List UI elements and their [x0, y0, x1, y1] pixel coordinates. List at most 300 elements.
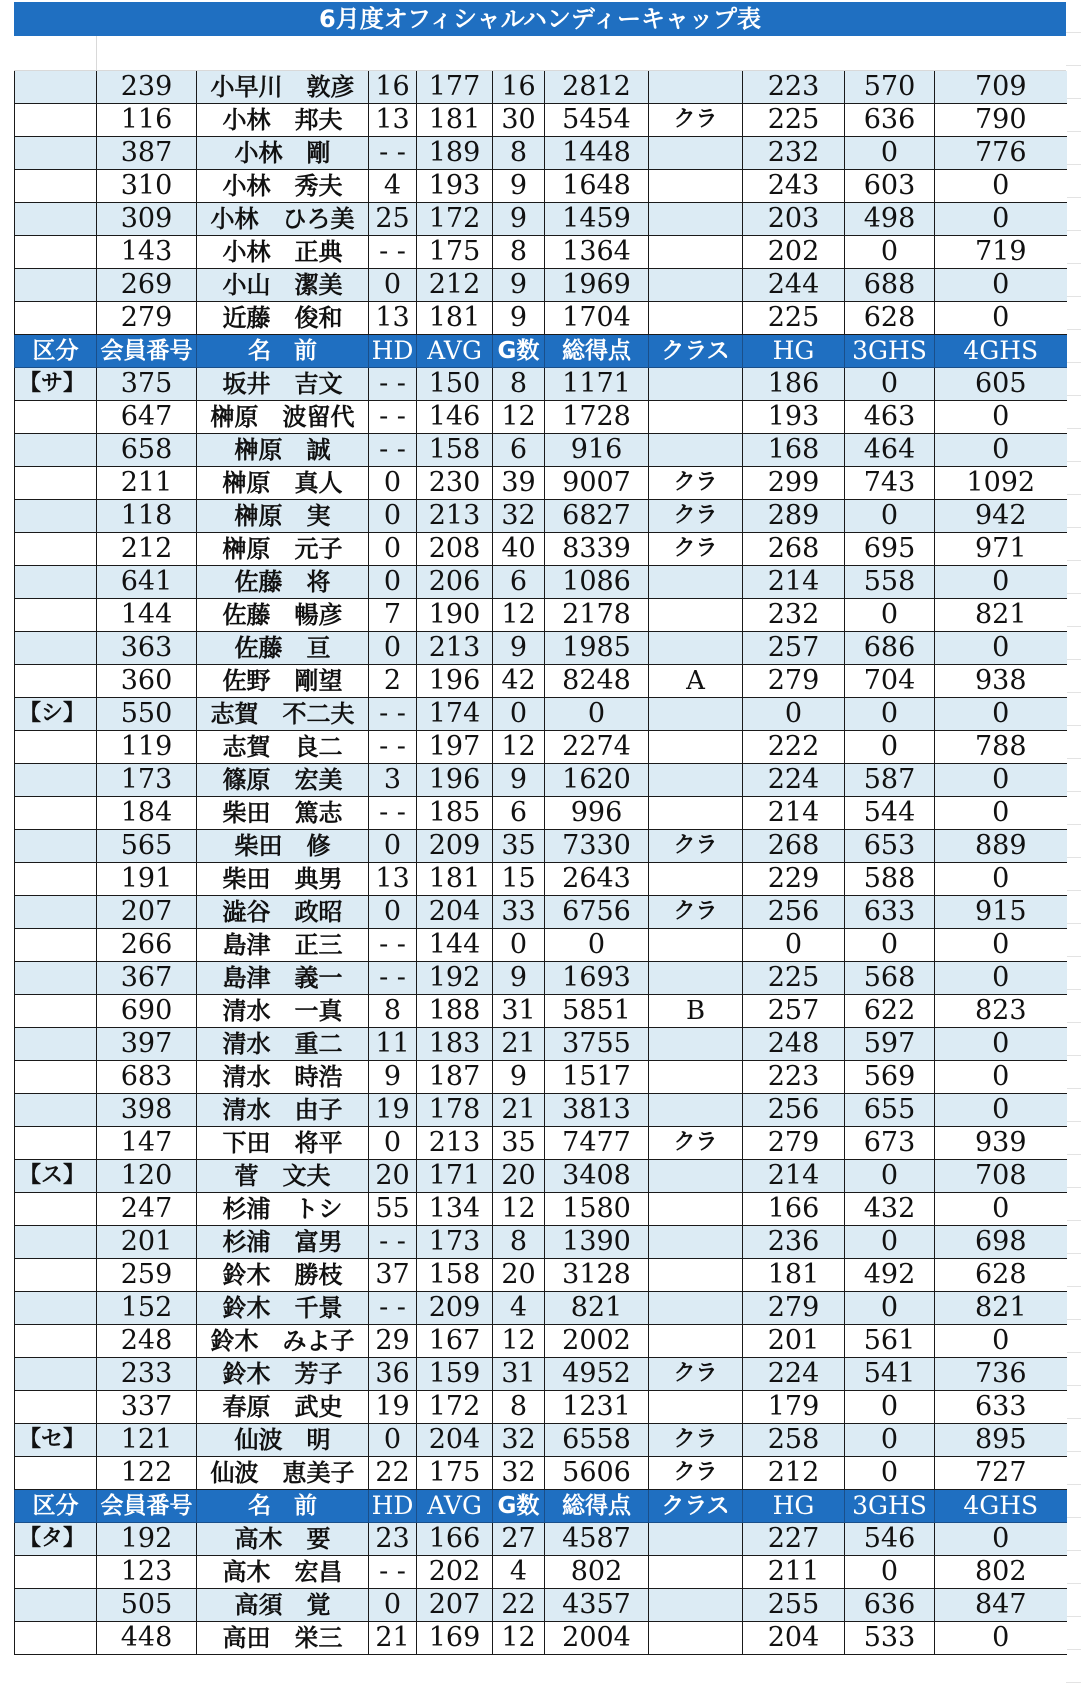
cell-name[interactable]: 島津 義一: [197, 962, 369, 995]
cell-g3[interactable]: 568: [845, 962, 935, 995]
cell-total[interactable]: 1086: [545, 566, 649, 599]
cell-g[interactable]: 6: [493, 434, 545, 467]
cell-hg[interactable]: 279: [743, 1127, 845, 1160]
cell-id[interactable]: 375: [97, 368, 197, 401]
cell-g4[interactable]: 736: [935, 1358, 1067, 1391]
cell-hg[interactable]: 186: [743, 368, 845, 401]
cell-g3[interactable]: 0: [845, 137, 935, 170]
cell-hg[interactable]: 181: [743, 1259, 845, 1292]
cell-kubun[interactable]: [15, 1094, 97, 1127]
cell-g4[interactable]: 942: [935, 500, 1067, 533]
cell-cls[interactable]: [649, 1556, 743, 1589]
cell-avg[interactable]: 204: [417, 896, 493, 929]
cell-id[interactable]: 239: [97, 71, 197, 104]
column-header-hd[interactable]: HD: [369, 1490, 417, 1523]
cell-hd[interactable]: 37: [369, 1259, 417, 1292]
cell-g[interactable]: 21: [493, 1028, 545, 1061]
cell-name[interactable]: 小林 秀夫: [197, 170, 369, 203]
cell-g3[interactable]: 544: [845, 797, 935, 830]
cell-g4[interactable]: 719: [935, 236, 1067, 269]
cell-id[interactable]: 118: [97, 500, 197, 533]
cell-kubun[interactable]: [15, 467, 97, 500]
cell-cls[interactable]: [649, 1259, 743, 1292]
cell-id[interactable]: 310: [97, 170, 197, 203]
cell-g4[interactable]: 708: [935, 1160, 1067, 1193]
cell-g3[interactable]: 588: [845, 863, 935, 896]
cell-g[interactable]: 21: [493, 1094, 545, 1127]
cell-hg[interactable]: 243: [743, 170, 845, 203]
cell-g[interactable]: 0: [493, 698, 545, 731]
cell-avg[interactable]: 181: [417, 302, 493, 335]
cell-g3[interactable]: 0: [845, 731, 935, 764]
cell-hg[interactable]: 255: [743, 1589, 845, 1622]
cell-avg[interactable]: 192: [417, 962, 493, 995]
cell-name[interactable]: 近藤 俊和: [197, 302, 369, 335]
cell-cls[interactable]: クラ: [649, 896, 743, 929]
cell-name[interactable]: 高木 宏昌: [197, 1556, 369, 1589]
cell-hg[interactable]: 223: [743, 1061, 845, 1094]
cell-g[interactable]: 8: [493, 1391, 545, 1424]
cell-kubun[interactable]: [15, 1325, 97, 1358]
cell-g3[interactable]: 463: [845, 401, 935, 434]
cell-hd[interactable]: - -: [369, 137, 417, 170]
cell-kubun[interactable]: [15, 764, 97, 797]
cell-cls[interactable]: [649, 1094, 743, 1127]
cell-hg[interactable]: 232: [743, 137, 845, 170]
cell-hg[interactable]: 224: [743, 764, 845, 797]
cell-hg[interactable]: 268: [743, 533, 845, 566]
cell-kubun[interactable]: 【シ】: [15, 698, 97, 731]
column-header-avg[interactable]: AVG: [417, 335, 493, 368]
cell-total[interactable]: 8339: [545, 533, 649, 566]
cell-hd[interactable]: - -: [369, 929, 417, 962]
cell-avg[interactable]: 213: [417, 500, 493, 533]
cell-total[interactable]: 802: [545, 1556, 649, 1589]
cell-name[interactable]: 小山 潔美: [197, 269, 369, 302]
cell-cls[interactable]: クラ: [649, 1424, 743, 1457]
cell-avg[interactable]: 150: [417, 368, 493, 401]
cell-g4[interactable]: 0: [935, 566, 1067, 599]
cell-hd[interactable]: - -: [369, 1292, 417, 1325]
cell-g3[interactable]: 0: [845, 368, 935, 401]
cell-id[interactable]: 207: [97, 896, 197, 929]
cell-hg[interactable]: 257: [743, 995, 845, 1028]
cell-kubun[interactable]: [15, 104, 97, 137]
cell-g4[interactable]: 0: [935, 401, 1067, 434]
cell-g4[interactable]: 727: [935, 1457, 1067, 1490]
cell-hd[interactable]: 29: [369, 1325, 417, 1358]
cell-name[interactable]: 春原 武史: [197, 1391, 369, 1424]
cell-g3[interactable]: 0: [845, 599, 935, 632]
cell-id[interactable]: 173: [97, 764, 197, 797]
cell-avg[interactable]: 172: [417, 203, 493, 236]
cell-kubun[interactable]: [15, 1556, 97, 1589]
cell-hd[interactable]: - -: [369, 434, 417, 467]
cell-name[interactable]: 小林 邦夫: [197, 104, 369, 137]
cell-name[interactable]: 小林 剛: [197, 137, 369, 170]
cell-total[interactable]: 1985: [545, 632, 649, 665]
cell-id[interactable]: 116: [97, 104, 197, 137]
cell-g3[interactable]: 561: [845, 1325, 935, 1358]
cell-g4[interactable]: 0: [935, 1028, 1067, 1061]
cell-kubun[interactable]: 【ス】: [15, 1160, 97, 1193]
cell-avg[interactable]: 193: [417, 170, 493, 203]
column-header-kubun[interactable]: 区分: [15, 1490, 97, 1523]
column-header-g3[interactable]: 3GHS: [845, 335, 935, 368]
cell-g[interactable]: 9: [493, 764, 545, 797]
cell-hg[interactable]: 214: [743, 1160, 845, 1193]
cell-g[interactable]: 9: [493, 302, 545, 335]
cell-id[interactable]: 201: [97, 1226, 197, 1259]
cell-kubun[interactable]: [15, 1127, 97, 1160]
cell-id[interactable]: 192: [97, 1523, 197, 1556]
cell-id[interactable]: 658: [97, 434, 197, 467]
cell-name[interactable]: 杉浦 富男: [197, 1226, 369, 1259]
cell-id[interactable]: 247: [97, 1193, 197, 1226]
column-header-cls[interactable]: クラス: [649, 1490, 743, 1523]
cell-g3[interactable]: 0: [845, 698, 935, 731]
cell-g4[interactable]: 0: [935, 632, 1067, 665]
cell-hd[interactable]: 16: [369, 71, 417, 104]
cell-hg[interactable]: 214: [743, 797, 845, 830]
cell-kubun[interactable]: [15, 236, 97, 269]
cell-hd[interactable]: 2: [369, 665, 417, 698]
cell-cls[interactable]: [649, 797, 743, 830]
cell-cls[interactable]: [649, 1391, 743, 1424]
cell-g3[interactable]: 636: [845, 1589, 935, 1622]
cell-id[interactable]: 266: [97, 929, 197, 962]
cell-id[interactable]: 279: [97, 302, 197, 335]
cell-g3[interactable]: 0: [845, 1160, 935, 1193]
cell-hd[interactable]: - -: [369, 962, 417, 995]
cell-hg[interactable]: 225: [743, 302, 845, 335]
cell-avg[interactable]: 169: [417, 1622, 493, 1655]
cell-id[interactable]: 309: [97, 203, 197, 236]
cell-g[interactable]: 12: [493, 599, 545, 632]
cell-kubun[interactable]: [15, 1292, 97, 1325]
cell-avg[interactable]: 208: [417, 533, 493, 566]
cell-kubun[interactable]: [15, 962, 97, 995]
cell-name[interactable]: 島津 正三: [197, 929, 369, 962]
column-header-g3[interactable]: 3GHS: [845, 1490, 935, 1523]
cell-hg[interactable]: 214: [743, 566, 845, 599]
cell-hg[interactable]: 0: [743, 929, 845, 962]
cell-g[interactable]: 42: [493, 665, 545, 698]
cell-kubun[interactable]: [15, 71, 97, 104]
cell-name[interactable]: 清水 一真: [197, 995, 369, 1028]
cell-cls[interactable]: A: [649, 665, 743, 698]
cell-g[interactable]: 8: [493, 137, 545, 170]
cell-cls[interactable]: [649, 1028, 743, 1061]
cell-kubun[interactable]: [15, 1061, 97, 1094]
cell-kubun[interactable]: [15, 830, 97, 863]
cell-name[interactable]: 仙波 恵美子: [197, 1457, 369, 1490]
cell-name[interactable]: 清水 由子: [197, 1094, 369, 1127]
cell-name[interactable]: 榊原 波留代: [197, 401, 369, 434]
cell-g4[interactable]: 0: [935, 269, 1067, 302]
cell-hg[interactable]: 256: [743, 1094, 845, 1127]
cell-g3[interactable]: 558: [845, 566, 935, 599]
cell-cls[interactable]: クラ: [649, 830, 743, 863]
cell-avg[interactable]: 144: [417, 929, 493, 962]
cell-hg[interactable]: 248: [743, 1028, 845, 1061]
column-header-g[interactable]: G数: [493, 1490, 545, 1523]
cell-hd[interactable]: 21: [369, 1622, 417, 1655]
cell-name[interactable]: 鈴木 みよ子: [197, 1325, 369, 1358]
cell-total[interactable]: 1517: [545, 1061, 649, 1094]
cell-hg[interactable]: 201: [743, 1325, 845, 1358]
cell-cls[interactable]: [649, 1523, 743, 1556]
cell-hd[interactable]: 11: [369, 1028, 417, 1061]
cell-id[interactable]: 360: [97, 665, 197, 698]
cell-g4[interactable]: 0: [935, 698, 1067, 731]
cell-total[interactable]: 7477: [545, 1127, 649, 1160]
cell-total[interactable]: 9007: [545, 467, 649, 500]
cell-total[interactable]: 1620: [545, 764, 649, 797]
cell-cls[interactable]: [649, 302, 743, 335]
cell-g[interactable]: 32: [493, 1457, 545, 1490]
cell-total[interactable]: 0: [545, 698, 649, 731]
cell-kubun[interactable]: [15, 500, 97, 533]
cell-kubun[interactable]: [15, 401, 97, 434]
cell-g[interactable]: 9: [493, 1061, 545, 1094]
cell-g[interactable]: 12: [493, 1325, 545, 1358]
cell-name[interactable]: 清水 時浩: [197, 1061, 369, 1094]
cell-cls[interactable]: [649, 731, 743, 764]
cell-kubun[interactable]: [15, 302, 97, 335]
cell-hd[interactable]: - -: [369, 401, 417, 434]
cell-cls[interactable]: B: [649, 995, 743, 1028]
cell-total[interactable]: 4952: [545, 1358, 649, 1391]
cell-hd[interactable]: 0: [369, 1127, 417, 1160]
cell-g3[interactable]: 533: [845, 1622, 935, 1655]
cell-hg[interactable]: 232: [743, 599, 845, 632]
cell-id[interactable]: 152: [97, 1292, 197, 1325]
cell-g4[interactable]: 709: [935, 71, 1067, 104]
cell-avg[interactable]: 196: [417, 764, 493, 797]
cell-id[interactable]: 120: [97, 1160, 197, 1193]
cell-g4[interactable]: 0: [935, 1061, 1067, 1094]
cell-name[interactable]: 榊原 実: [197, 500, 369, 533]
cell-hg[interactable]: 212: [743, 1457, 845, 1490]
cell-id[interactable]: 259: [97, 1259, 197, 1292]
column-header-g4[interactable]: 4GHS: [935, 335, 1067, 368]
cell-hg[interactable]: 202: [743, 236, 845, 269]
cell-total[interactable]: 1448: [545, 137, 649, 170]
cell-total[interactable]: 821: [545, 1292, 649, 1325]
cell-total[interactable]: 3813: [545, 1094, 649, 1127]
cell-hd[interactable]: - -: [369, 236, 417, 269]
cell-name[interactable]: 榊原 誠: [197, 434, 369, 467]
cell-hg[interactable]: 193: [743, 401, 845, 434]
cell-id[interactable]: 367: [97, 962, 197, 995]
cell-id[interactable]: 337: [97, 1391, 197, 1424]
cell-g4[interactable]: 788: [935, 731, 1067, 764]
cell-cls[interactable]: [649, 962, 743, 995]
cell-total[interactable]: 4587: [545, 1523, 649, 1556]
cell-hd[interactable]: 0: [369, 500, 417, 533]
cell-kubun[interactable]: [15, 929, 97, 962]
cell-g3[interactable]: 653: [845, 830, 935, 863]
cell-g3[interactable]: 628: [845, 302, 935, 335]
cell-g4[interactable]: 633: [935, 1391, 1067, 1424]
cell-g[interactable]: 0: [493, 929, 545, 962]
cell-g[interactable]: 35: [493, 1127, 545, 1160]
cell-hg[interactable]: 179: [743, 1391, 845, 1424]
cell-g4[interactable]: 0: [935, 863, 1067, 896]
cell-cls[interactable]: [649, 929, 743, 962]
cell-cls[interactable]: [649, 236, 743, 269]
cell-g4[interactable]: 0: [935, 170, 1067, 203]
cell-hd[interactable]: 0: [369, 533, 417, 566]
cell-g4[interactable]: 0: [935, 434, 1067, 467]
cell-name[interactable]: 志賀 不二夫: [197, 698, 369, 731]
cell-g3[interactable]: 603: [845, 170, 935, 203]
cell-kubun[interactable]: [15, 797, 97, 830]
cell-hd[interactable]: 19: [369, 1094, 417, 1127]
cell-total[interactable]: 916: [545, 434, 649, 467]
cell-kubun[interactable]: 【セ】: [15, 1424, 97, 1457]
column-header-g[interactable]: G数: [493, 335, 545, 368]
cell-total[interactable]: 1390: [545, 1226, 649, 1259]
cell-g3[interactable]: 492: [845, 1259, 935, 1292]
cell-name[interactable]: 榊原 真人: [197, 467, 369, 500]
cell-hd[interactable]: 0: [369, 1424, 417, 1457]
cell-avg[interactable]: 209: [417, 1292, 493, 1325]
cell-kubun[interactable]: [15, 170, 97, 203]
cell-g[interactable]: 32: [493, 1424, 545, 1457]
cell-kubun[interactable]: [15, 203, 97, 236]
cell-g4[interactable]: 0: [935, 797, 1067, 830]
cell-hd[interactable]: - -: [369, 1556, 417, 1589]
cell-id[interactable]: 398: [97, 1094, 197, 1127]
cell-hg[interactable]: 279: [743, 1292, 845, 1325]
column-header-avg[interactable]: AVG: [417, 1490, 493, 1523]
cell-name[interactable]: 小林 正典: [197, 236, 369, 269]
cell-g3[interactable]: 655: [845, 1094, 935, 1127]
cell-g4[interactable]: 821: [935, 599, 1067, 632]
cell-name[interactable]: 仙波 明: [197, 1424, 369, 1457]
cell-g3[interactable]: 636: [845, 104, 935, 137]
cell-g4[interactable]: 0: [935, 1523, 1067, 1556]
cell-g[interactable]: 32: [493, 500, 545, 533]
cell-g[interactable]: 15: [493, 863, 545, 896]
cell-g[interactable]: 31: [493, 1358, 545, 1391]
cell-total[interactable]: 6558: [545, 1424, 649, 1457]
cell-cls[interactable]: クラ: [649, 467, 743, 500]
cell-g3[interactable]: 0: [845, 1226, 935, 1259]
cell-hd[interactable]: 36: [369, 1358, 417, 1391]
cell-id[interactable]: 550: [97, 698, 197, 731]
cell-g3[interactable]: 498: [845, 203, 935, 236]
cell-hg[interactable]: 299: [743, 467, 845, 500]
cell-name[interactable]: 小早川 敦彦: [197, 71, 369, 104]
cell-cls[interactable]: [649, 599, 743, 632]
cell-g4[interactable]: 0: [935, 1325, 1067, 1358]
cell-kubun[interactable]: [15, 731, 97, 764]
cell-g[interactable]: 20: [493, 1160, 545, 1193]
cell-g4[interactable]: 790: [935, 104, 1067, 137]
cell-avg[interactable]: 204: [417, 1424, 493, 1457]
cell-name[interactable]: 鈴木 芳子: [197, 1358, 369, 1391]
cell-avg[interactable]: 158: [417, 1259, 493, 1292]
cell-g4[interactable]: 0: [935, 1193, 1067, 1226]
cell-g3[interactable]: 673: [845, 1127, 935, 1160]
column-header-cls[interactable]: クラス: [649, 335, 743, 368]
cell-hg[interactable]: 244: [743, 269, 845, 302]
cell-avg[interactable]: 196: [417, 665, 493, 698]
column-header-hg[interactable]: HG: [743, 335, 845, 368]
cell-hg[interactable]: 0: [743, 698, 845, 731]
cell-g4[interactable]: 939: [935, 1127, 1067, 1160]
cell-cls[interactable]: [649, 1325, 743, 1358]
cell-hd[interactable]: 7: [369, 599, 417, 632]
cell-id[interactable]: 505: [97, 1589, 197, 1622]
cell-g3[interactable]: 622: [845, 995, 935, 1028]
cell-id[interactable]: 122: [97, 1457, 197, 1490]
cell-id[interactable]: 143: [97, 236, 197, 269]
cell-id[interactable]: 212: [97, 533, 197, 566]
cell-g[interactable]: 9: [493, 962, 545, 995]
column-header-total[interactable]: 総得点: [545, 1490, 649, 1523]
cell-id[interactable]: 144: [97, 599, 197, 632]
cell-hd[interactable]: 22: [369, 1457, 417, 1490]
cell-g3[interactable]: 688: [845, 269, 935, 302]
cell-g4[interactable]: 605: [935, 368, 1067, 401]
cell-kubun[interactable]: [15, 1193, 97, 1226]
cell-g4[interactable]: 821: [935, 1292, 1067, 1325]
cell-avg[interactable]: 230: [417, 467, 493, 500]
cell-total[interactable]: 3128: [545, 1259, 649, 1292]
cell-name[interactable]: 柴田 修: [197, 830, 369, 863]
cell-hg[interactable]: 224: [743, 1358, 845, 1391]
empty-row[interactable]: [14, 36, 1066, 71]
cell-g3[interactable]: 597: [845, 1028, 935, 1061]
cell-cls[interactable]: [649, 1292, 743, 1325]
cell-g3[interactable]: 0: [845, 1556, 935, 1589]
cell-g4[interactable]: 698: [935, 1226, 1067, 1259]
cell-avg[interactable]: 175: [417, 236, 493, 269]
cell-hg[interactable]: 236: [743, 1226, 845, 1259]
cell-g4[interactable]: 776: [935, 137, 1067, 170]
cell-hd[interactable]: - -: [369, 1226, 417, 1259]
cell-avg[interactable]: 213: [417, 1127, 493, 1160]
cell-id[interactable]: 683: [97, 1061, 197, 1094]
cell-avg[interactable]: 189: [417, 137, 493, 170]
cell-cls[interactable]: [649, 764, 743, 797]
cell-cls[interactable]: [649, 1589, 743, 1622]
cell-hg[interactable]: 256: [743, 896, 845, 929]
cell-name[interactable]: 榊原 元子: [197, 533, 369, 566]
cell-name[interactable]: 小林 ひろ美: [197, 203, 369, 236]
cell-total[interactable]: 8248: [545, 665, 649, 698]
cell-hd[interactable]: 13: [369, 104, 417, 137]
cell-hd[interactable]: 0: [369, 566, 417, 599]
cell-total[interactable]: 4357: [545, 1589, 649, 1622]
cell-hd[interactable]: 4: [369, 170, 417, 203]
cell-g[interactable]: 12: [493, 731, 545, 764]
cell-name[interactable]: 高木 要: [197, 1523, 369, 1556]
cell-name[interactable]: 澁谷 政昭: [197, 896, 369, 929]
cell-cls[interactable]: [649, 1226, 743, 1259]
cell-name[interactable]: 柴田 篤志: [197, 797, 369, 830]
cell-cls[interactable]: [649, 137, 743, 170]
cell-g4[interactable]: 938: [935, 665, 1067, 698]
cell-avg[interactable]: 181: [417, 104, 493, 137]
cell-hd[interactable]: 3: [369, 764, 417, 797]
cell-name[interactable]: 柴田 典男: [197, 863, 369, 896]
cell-g3[interactable]: 0: [845, 1292, 935, 1325]
